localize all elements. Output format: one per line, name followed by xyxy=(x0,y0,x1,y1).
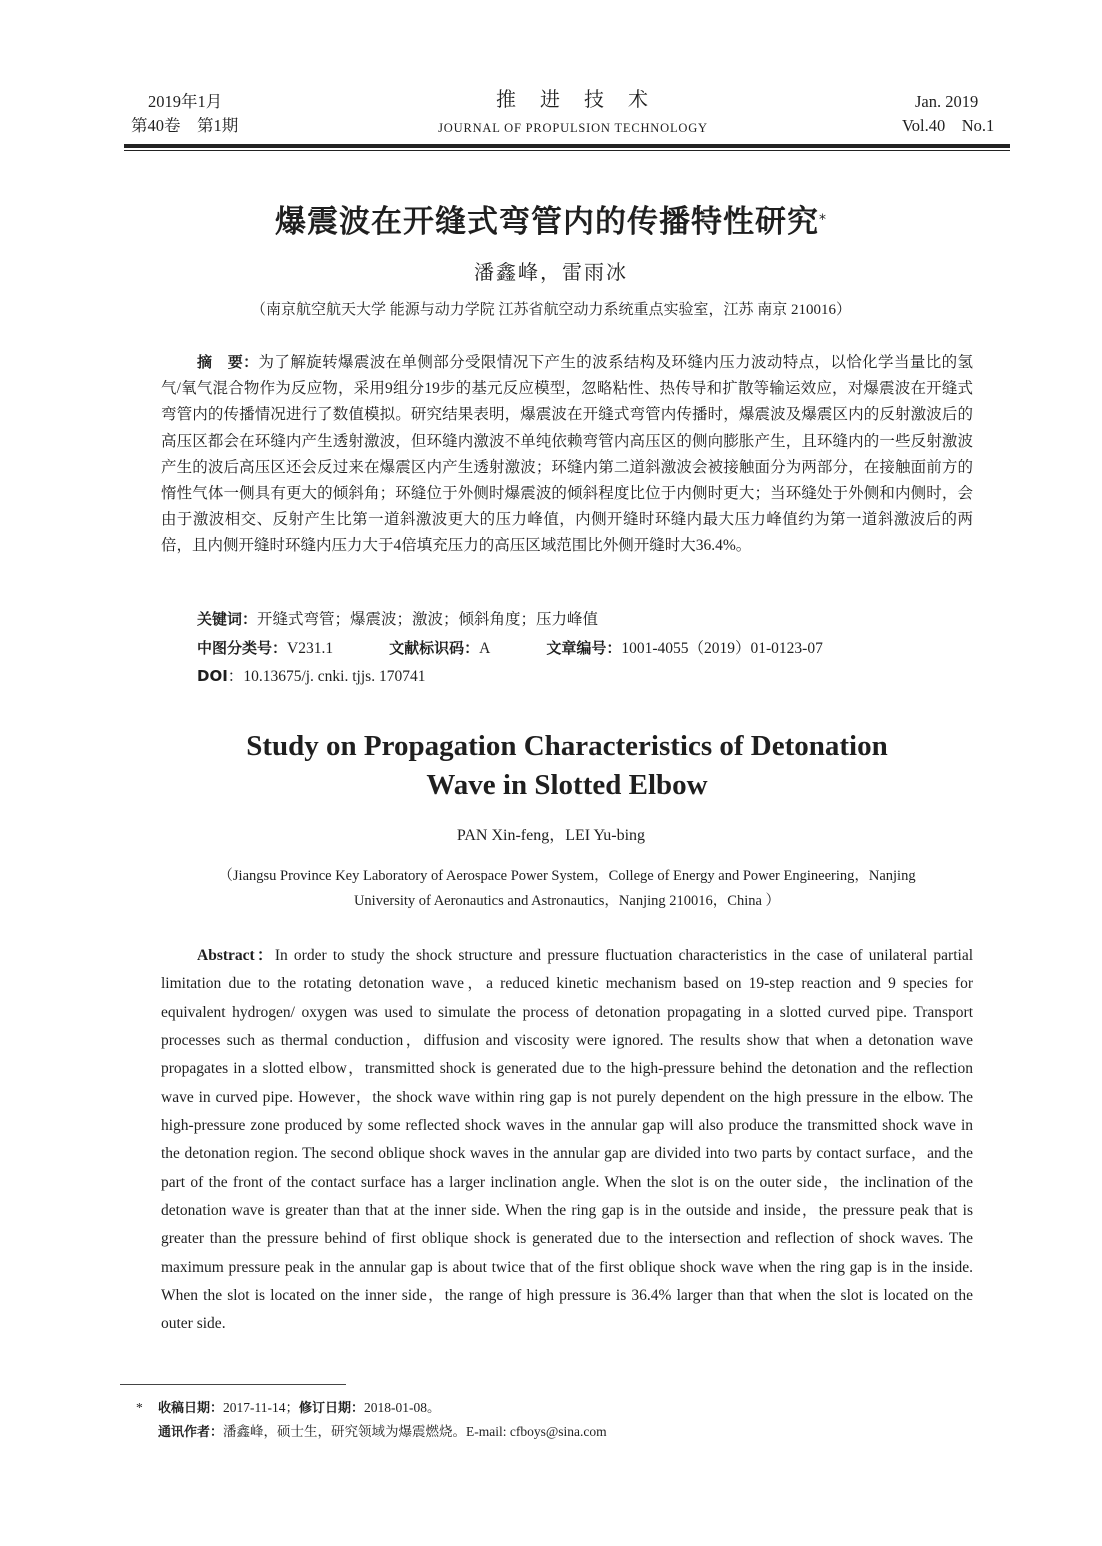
revised-label: 修订日期： xyxy=(299,1401,365,1416)
paper-title-en-line1: Study on Propagation Characteristics of Detonation xyxy=(246,730,888,762)
affiliation-cn: （南京航空航天大学 能源与动力学院 江苏省航空动力系统重点实验室，江苏 南京 210016） xyxy=(250,302,851,318)
authors-en: PAN Xin-feng，LEI Yu-bing xyxy=(456,827,646,844)
journal-title-cn: 推 进 技 术 xyxy=(496,89,650,111)
article-number-label: 文章编号： xyxy=(546,639,622,657)
affiliation-en-line2: University of Aeronautics and Astronautics，Nanjing 210016，China ） xyxy=(353,893,781,909)
title-footnote-marker: * xyxy=(819,212,827,228)
abstract-en-text: In order to study the shock structure and pressure fluctuation characteristics in the case of unilateral partial limitation due to the rotating detonation wave，a reduced kinetic mechanism based on 19-step reaction and 9 species for equivalent hydrogen/ oxygen was used to simulate the process of detonation propagating in a slotted curved pipe. Transport processes such as thermal conduction，diffusion and viscosity were ignored. The results show that when a detonation wave propagates in a slotted elbow，transmitted shock is generated due to the high-pressure behind the detonation and the reflection wave in curved pipe. However，the shock wave within ring gap is not purely dependent on the high pressure in the elbow. The high-pressure zone produced by some reflected shock waves in the annular gap will also produce the transmitted shock wave in the detonation region. The second oblique shock waves in the annular gap are divided into two parts by contact surface，and the part of the front of the contact surface has a larger inclination angle. When the slot is on the outer side，the inclination of the detonation wave is greater than that at the inner side. When the ring gap is in the outside and inside，the pressure peak that is greater than the pressure behind of first oblique shock is generated due to the intersection and reflection of shock waves. The maximum pressure peak in the annular gap is about twice that of the first oblique shock wave when the ring gap is in the inside. When the slot is located on the inner side，the range of high pressure is 36.4% larger than that when the slot is located on the outer side. xyxy=(161,947,974,1333)
clc-value: V231.1 xyxy=(287,640,334,657)
header-date-en: Jan. 2019 xyxy=(915,92,979,111)
clc-label: 中图分类号： xyxy=(197,639,288,657)
affiliation-en xyxy=(161,864,973,914)
corresponding-author-info: 潘鑫峰，硕士生，研究领域为爆震燃烧。E-mail: cfboys@sina.com xyxy=(223,1424,607,1439)
header-rule-thick xyxy=(124,144,1010,148)
header-volume-cn: 第40卷 第1期 xyxy=(131,116,239,135)
keywords-cn xyxy=(197,607,598,632)
abstract-cn-text: 为了解旋转爆震波在单侧部分受限情况下产生的波系结构及环缝内压力波动特点，以恰化学当量比的氢气/氧气混合物作为反应物，采用9组分19步的基元反应模型，忽略粘性、热传导和扩散等输运效应，对爆震波在开缝式弯管内的传播情况进行了数值模拟。研究结果表明，爆震波在开缝式弯管内传播时，爆震波及爆震区内的反射激波后的高压区都会在环缝内产生透射激波，但环缝内激波不单纯依赖弯管内高压区的侧向膨胀产生，且环缝内的一些反射激波产生的波后高压区还会反过来在爆震区内产生透射激波；环缝内第二道斜激波会被接触面分为两部分，在接触面前方的惰性气体一侧具有更大的倾斜角；环缝位于外侧时爆震波的倾斜程度比位于内侧时更大；当环缝处于外侧和内侧时，会由于激波相交、反射产生比第一道斜激波更大的压力峰值，内侧开缝时环缝内最大压力峰值约为第一道斜激波后的两倍，且内侧开缝时环缝内压力大于4倍填充压力的高压区域范围比外侧开缝时大36.4%。 xyxy=(161,354,973,555)
classification-row xyxy=(197,636,823,661)
doi-label: DOI xyxy=(197,667,228,685)
paper-title-en-line2: Wave in Slotted Elbow xyxy=(426,769,708,801)
authors-cn: 潘鑫峰，雷雨冰 xyxy=(474,262,628,284)
footnote-dates xyxy=(158,1397,441,1420)
abstract-en-label: Abstract： xyxy=(197,947,275,964)
header-rule-thin xyxy=(124,150,1010,151)
doc-code-value: A xyxy=(479,640,491,657)
abstract-cn xyxy=(161,349,973,560)
header-date-cn: 2019年1月 xyxy=(148,92,223,111)
doc-code-label: 文献标识码： xyxy=(389,639,480,657)
corresponding-author-label: 通讯作者： xyxy=(158,1425,224,1440)
footnote-author xyxy=(158,1421,607,1444)
footnote-rule xyxy=(120,1384,346,1385)
doi-row: DOI：10.13675/j. cnki. tjjs. 170741 xyxy=(197,667,426,685)
doi-value: 10.13675/j. cnki. tjjs. 170741 xyxy=(243,668,426,685)
keywords-text: 开缝式弯管；爆震波；激波；倾斜角度；压力峰值 xyxy=(257,611,599,628)
paper-title-en xyxy=(161,727,973,805)
article-number-value: 1001-4055（2019）01-0123-07 xyxy=(621,640,823,657)
journal-title-en: JOURNAL OF PROPULSION TECHNOLOGY xyxy=(438,121,708,135)
received-date: 2017-11-14； xyxy=(223,1400,300,1415)
affiliation-en-line1: （Jiangsu Province Key Laboratory of Aerospace Power System，College of Energy and Power Engineering，Nanjing xyxy=(218,868,916,884)
keywords-label: 关键词： xyxy=(197,610,258,628)
paper-title-cn: 爆震波在开缝式弯管内的传播特性研究* xyxy=(275,204,827,240)
abstract-en xyxy=(161,942,973,1339)
revised-date: 2018-01-08。 xyxy=(364,1400,441,1415)
received-label: 收稿日期： xyxy=(158,1401,224,1416)
footnote-star: * xyxy=(136,1400,143,1415)
header-volume-en: Vol.40 No.1 xyxy=(902,116,995,135)
abstract-cn-label: 摘 要： xyxy=(197,353,259,371)
